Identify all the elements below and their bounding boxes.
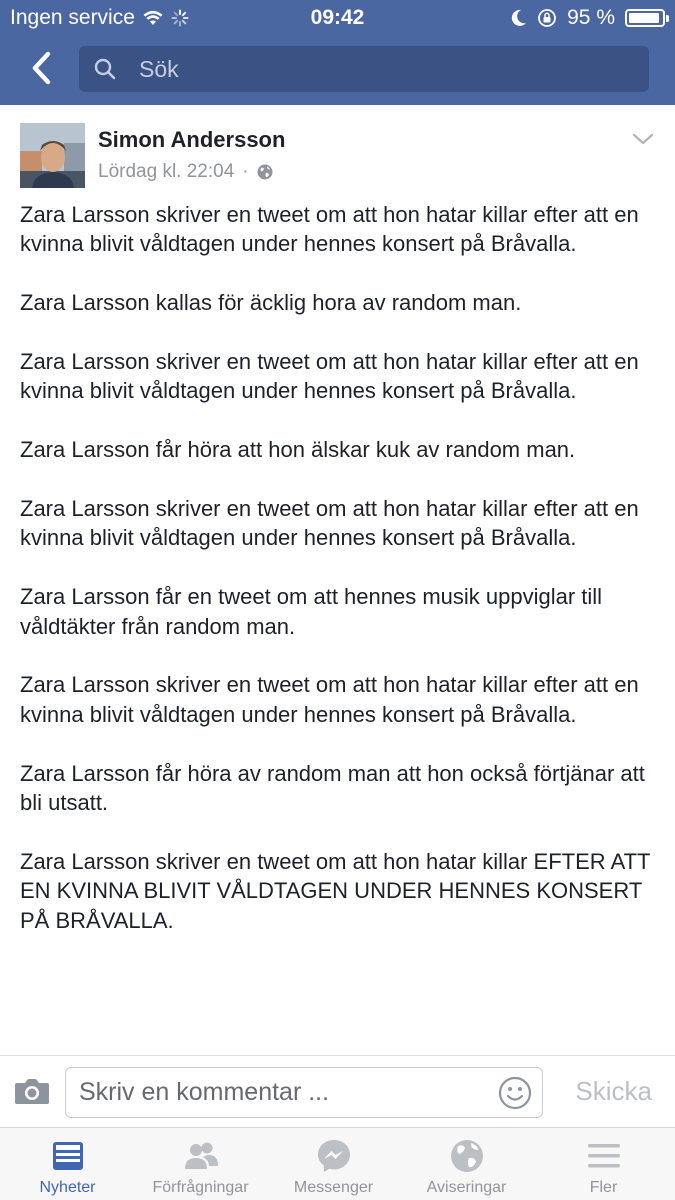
tab-news-feed[interactable] <box>0 1128 135 1200</box>
post-paragraph: Zara Larsson skriver en tweet om att hon hatar killar efter att en kvinna blivit våldtagen under hennes konsert på Bråvalla. <box>20 672 639 727</box>
post-paragraph: Zara Larsson kallas för äcklig hora av random man. <box>20 290 522 316</box>
comment-placeholder: Skriv en kommentar ... <box>79 1078 330 1106</box>
post-paragraph: Zara Larsson får en tweet om att hennes musik uppviglar till våldtäkter från random man. <box>20 584 603 639</box>
status-bar <box>0 0 675 34</box>
top-header <box>0 0 675 105</box>
tab-label: Nyheter <box>39 1179 96 1196</box>
rotation-lock-icon <box>537 8 557 28</box>
tab-label: Messenger <box>293 1179 374 1196</box>
back-button[interactable] <box>26 46 62 90</box>
search-placeholder: Sök <box>139 56 179 82</box>
comment-bar <box>0 1055 675 1127</box>
meta-separator: · <box>242 161 249 182</box>
battery-level <box>629 13 659 23</box>
avatar[interactable] <box>20 123 85 188</box>
battery-percent: 95 % <box>567 6 615 29</box>
post-paragraph: Zara Larsson får höra av random man att hon också förtjänar att bli utsatt. <box>20 760 645 816</box>
friend-requests-icon <box>183 1138 219 1174</box>
news-feed-icon <box>50 1138 86 1174</box>
post-header <box>0 105 675 197</box>
tab-label: Fler <box>589 1179 618 1196</box>
emoji-icon[interactable] <box>498 1076 532 1110</box>
messenger-icon <box>316 1138 352 1174</box>
post-meta <box>98 161 273 183</box>
tab-label: Aviseringar <box>426 1179 507 1196</box>
post-paragraph: Zara Larsson skriver en tweet om att hon hatar killar efter att en kvinna blivit våldtagen under hennes konsert på Bråvalla. <box>20 349 639 404</box>
globe-icon <box>257 164 273 180</box>
post-timestamp[interactable]: Lördag kl. 22:04 <box>98 161 235 182</box>
post-paragraph: Zara Larsson skriver en tweet om att hon hatar killar efter att en kvinna blivit våldtagen under hennes konsert på Bråvalla. <box>20 202 639 257</box>
search-icon <box>93 57 117 81</box>
status-time: 09:42 <box>310 6 365 29</box>
post-paragraph: Zara Larsson skriver en tweet om att hon hatar killar EFTER ATT EN KVINNA BLIVIT VÅLDTAGEN UNDER HENNES KONSERT PÅ BRÅVALLA. <box>20 848 651 933</box>
search-input[interactable] <box>79 46 649 92</box>
tab-bar <box>0 1127 675 1200</box>
menu-icon <box>586 1138 622 1174</box>
globe-icon <box>449 1138 485 1174</box>
send-button[interactable]: Skicka <box>575 1076 652 1106</box>
carrier-label: Ingen service <box>10 6 135 29</box>
chevron-left-icon <box>26 46 62 90</box>
chevron-down-icon[interactable] <box>631 131 655 147</box>
status-right <box>511 6 665 30</box>
tab-messenger[interactable] <box>266 1128 401 1200</box>
tab-notifications[interactable] <box>399 1128 534 1200</box>
post-body <box>20 200 660 964</box>
comment-input[interactable] <box>65 1067 543 1118</box>
camera-button[interactable] <box>14 1076 50 1106</box>
post-author[interactable]: Simon Andersson <box>98 127 286 152</box>
post-paragraph: Zara Larsson får höra att hon älskar kuk av random man. <box>20 437 576 463</box>
battery-icon <box>625 9 665 27</box>
moon-icon <box>511 9 527 27</box>
tab-label: Förfrågningar <box>152 1179 249 1196</box>
profile-photo <box>20 123 85 188</box>
tab-friend-requests[interactable] <box>133 1128 268 1200</box>
camera-icon <box>14 1076 50 1106</box>
post-paragraph: Zara Larsson skriver en tweet om att hon hatar killar efter att en kvinna blivit våldtagen under hennes konsert på Bråvalla. <box>20 496 639 551</box>
tab-more[interactable] <box>536 1128 671 1200</box>
